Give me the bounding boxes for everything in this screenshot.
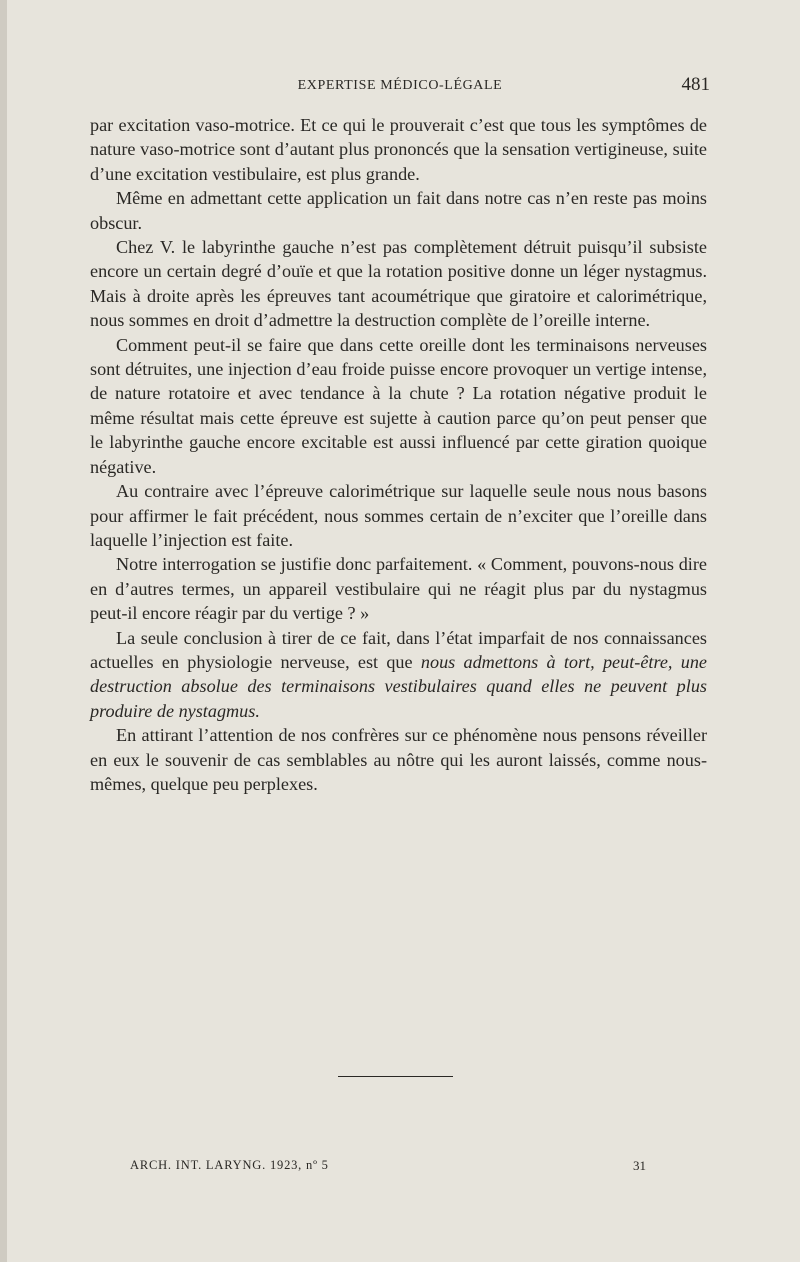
paragraph-5: Au contraire avec l’épreuve calorimétrique sur laquelle seule nous nous basons pour affirmer le fait précédent, nous sommes certain de n’exciter que l’oreille dans laquelle l’injection est faite.	[90, 481, 707, 550]
paragraph-3: Chez V. le labyrinthe gauche n’est pas complètement détruit puisqu’il subsiste encore un certain degré d’ouïe et que la rotation positive donne un léger nystagmus. Mais à droite après les épreuves tant acoumétrique que giratoire et calorimétrique, nous sommes en droit d’admettre la destruction complète de l’oreille interne.	[90, 237, 707, 331]
paragraph-8: En attirant l’attention de nos confrères sur ce phénomène nous pensons réveiller en eux le souvenir de cas semblables au nôtre qui les auront laissés, comme nous-mêmes, quelque peu perplexes.	[90, 725, 707, 794]
body-text	[90, 113, 707, 796]
paragraph-4: Comment peut-il se faire que dans cette oreille dont les terminaisons nerveuses sont détruites, une injection d’eau froide puisse encore provoquer un vertige intense, de nature rotatoire et avec tendance à la chute ? La rotation négative produit le même résultat mais cette épreuve est sujette à caution parce qu’on peut penser que le labyrinthe gauche encore excitable est aussi influencé par cette giration quoique négative.	[90, 334, 707, 477]
paragraph-1: par excitation vaso-motrice. Et ce qui le prouverait c’est que tous les symptômes de nature vaso-motrice sont d’autant plus prononcés que la sensation vertigineuse, suite d’une excitation vestibulaire, est plus grande.	[90, 115, 707, 184]
page-edge	[0, 0, 7, 1262]
page-number: 481	[681, 74, 710, 95]
signature-number: 31	[633, 1158, 646, 1173]
page-footer	[0, 1158, 800, 1178]
paragraph-7	[90, 626, 707, 724]
page-header	[0, 74, 800, 98]
paragraph-2: Même en admettant cette application un fait dans notre cas n’en reste pas moins obscur.	[90, 188, 707, 233]
end-rule	[338, 1076, 453, 1077]
signature-mark: ARCH. INT. LARYNG. 1923, nº 5	[130, 1158, 329, 1172]
running-title: EXPERTISE MÉDICO-LÉGALE	[297, 78, 503, 93]
paragraph-7-text: La seule conclusion à tirer de ce fait, dans l’état imparfait de nos connaissances actuelles en physiologie nerveuse, est que	[90, 627, 707, 672]
paragraph-6: Notre interrogation se justifie donc parfaitement. « Comment, pouvons-nous dire en d’autres termes, un appareil vestibulaire qui ne réagit plus par du nystagmus peut-il encore réagir par du vertige ? »	[90, 554, 707, 624]
paragraph-7-italic: nous admettons à tort, peut-être, une destruction absolue des terminaisons vestibulaires quand elles ne peuvent plus produire de nystagmus.	[90, 651, 707, 721]
